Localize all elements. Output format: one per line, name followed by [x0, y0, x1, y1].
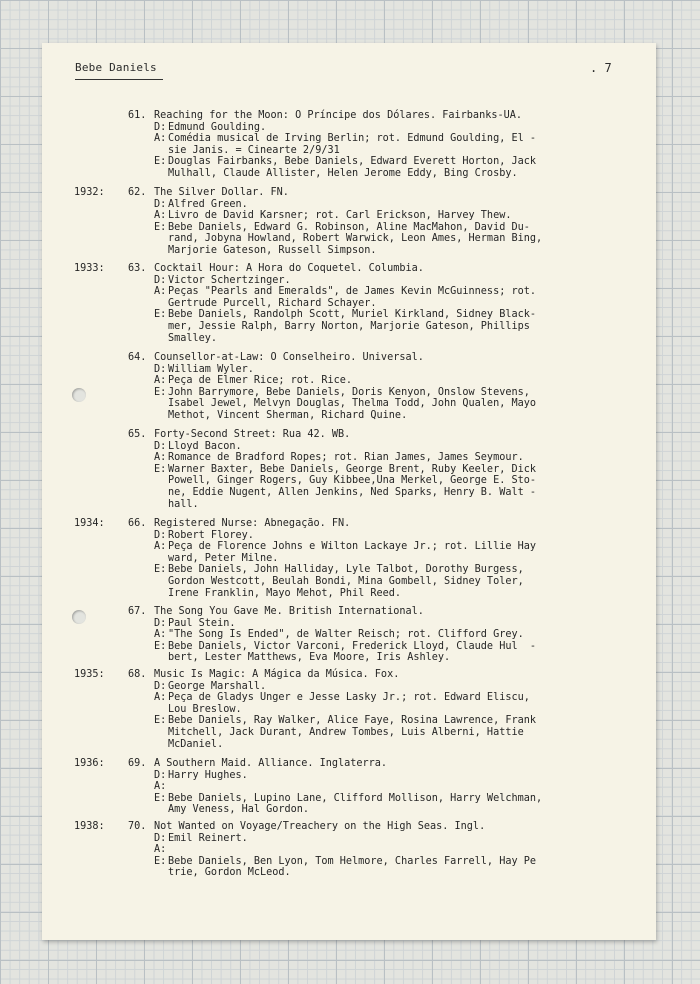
entry-line — [154, 233, 542, 245]
entry-line — [154, 629, 524, 641]
entry-line — [154, 553, 278, 565]
entry-year: 1933: — [74, 263, 105, 274]
line-text: Emil Reinert. — [168, 832, 248, 844]
entry-number: 68. — [128, 669, 147, 680]
line-text: John Barrymore, Bebe Daniels, Doris Kenyon, Onslow Stevens, — [168, 386, 530, 398]
line-label: E: — [154, 640, 167, 652]
entry-title: Reaching for the Moon: O Príncipe dos Dólares. Fairbanks-UA. — [154, 110, 523, 121]
line-label: A: — [154, 452, 167, 464]
entry-line — [154, 133, 536, 145]
line-text: Livro de David Karsner; rot. Carl Erickson, Harvey Thew. — [168, 210, 512, 222]
entry-line — [154, 410, 407, 422]
line-label: A: — [154, 286, 167, 298]
entry-line — [154, 168, 518, 180]
line-text: Alfred Green. — [168, 198, 248, 210]
entry-line — [154, 867, 291, 879]
entry-line — [154, 464, 536, 476]
entry-line — [154, 833, 248, 845]
line-text: Romance de Bradford Ropes; rot. Rian James, James Seymour. — [168, 452, 524, 464]
line-text: Lloyd Bacon. — [168, 440, 242, 452]
line-text: Comédia musical de Irving Berlin; rot. Edmund Goulding, El - — [168, 133, 537, 145]
line-label: E: — [154, 221, 167, 233]
line-label: D: — [154, 121, 167, 133]
line-label: A: — [154, 210, 167, 222]
entry-line — [154, 844, 168, 856]
line-text: Victor Schertzinger. — [168, 274, 291, 286]
line-label: D: — [154, 440, 167, 452]
entry-number: 69. — [128, 758, 147, 769]
entry-number: 61. — [128, 110, 147, 121]
entry-line — [154, 715, 536, 727]
line-text: Peças "Pearls and Emeralds", de James Kevin McGuinness; rot. — [168, 286, 537, 298]
entry-number: 64. — [128, 352, 147, 363]
entry-line — [154, 286, 536, 298]
line-text: Bebe Daniels, Randolph Scott, Muriel Kirkland, Sidney Black- — [168, 309, 537, 321]
line-text: Bebe Daniels, Edward G. Robinson, Aline MacMahon, David Du- — [168, 221, 530, 233]
entry-line — [154, 199, 248, 211]
line-text: Robert Florey. — [168, 529, 254, 541]
line-label: A: — [154, 133, 167, 145]
entry-year: 1934: — [74, 518, 105, 529]
line-text: "The Song Is Ended", de Walter Reisch; rot. Clifford Grey. — [168, 629, 524, 641]
line-label: A: — [154, 375, 167, 387]
line-text: ward, Peter Milne. — [168, 552, 279, 564]
entry-number: 63. — [128, 263, 147, 274]
entry-line — [154, 145, 340, 157]
line-text: Bebe Daniels, Lupino Lane, Clifford Mollison, Harry Welchman, — [168, 792, 543, 804]
header-name: Bebe Daniels — [75, 61, 157, 74]
line-text: William Wyler. — [168, 363, 254, 375]
entry-number: 65. — [128, 429, 147, 440]
line-text: McDaniel. — [168, 738, 224, 750]
entry-line — [154, 441, 242, 453]
header-underline — [75, 79, 163, 80]
line-label: E: — [154, 792, 167, 804]
line-text: Mulhall, Claude Allister, Helen Jerome Eddy, Bing Crosby. — [168, 168, 518, 179]
line-label: E: — [154, 309, 167, 321]
entry-line — [154, 541, 536, 553]
entry-line — [154, 375, 352, 387]
entry-line — [154, 398, 536, 410]
line-text: Lou Breslow. — [168, 703, 242, 715]
line-text: Douglas Fairbanks, Bebe Daniels, Edward Everett Horton, Jack — [168, 156, 537, 168]
entry-line — [154, 704, 242, 716]
line-label: E: — [154, 386, 167, 398]
line-text: sie Janis. = Cinearte 2/9/31 — [168, 144, 340, 156]
line-text: Isabel Jewel, Melvyn Douglas, Thelma Todd, John Qualen, Mayo — [168, 398, 537, 410]
line-label: A: — [154, 692, 167, 704]
entry-line — [154, 564, 524, 576]
entry-title: The Song You Gave Me. British International. — [154, 606, 424, 617]
entry-line — [154, 770, 248, 782]
entry-line — [154, 793, 542, 805]
line-text: Smalley. — [168, 332, 218, 344]
punch-hole — [72, 388, 86, 402]
line-label: A: — [154, 629, 167, 641]
entry-year: 1938: — [74, 821, 105, 832]
entry-line — [154, 321, 530, 333]
line-text: Amy Veness, Hal Gordon. — [168, 804, 310, 816]
entry-title: Counsellor-at-Law: O Conselheiro. Universal. — [154, 352, 424, 363]
line-text: Peça de Gladys Unger e Jesse Lasky Jr.; rot. Edward Eliscu, — [168, 692, 530, 704]
entry-line — [154, 781, 168, 793]
entry-title: The Silver Dollar. FN. — [154, 187, 289, 198]
entry-title: Not Wanted on Voyage/Treachery on the High Seas. Ingl. — [154, 821, 486, 832]
line-label: D: — [154, 769, 167, 781]
entry-line — [154, 275, 291, 287]
entry-line — [154, 475, 536, 487]
entry-line — [154, 387, 530, 399]
line-label: D: — [154, 617, 167, 629]
entry-year: 1932: — [74, 187, 105, 198]
entry-line — [154, 727, 524, 739]
line-text: Gertrude Purcell, Richard Schayer. — [168, 297, 377, 309]
line-label: D: — [154, 680, 167, 692]
entry-number: 62. — [128, 187, 147, 198]
line-text: Paul Stein. — [168, 617, 236, 629]
line-text: rand, Jobyna Howland, Robert Warwick, Leon Ames, Herman Bing, — [168, 233, 543, 245]
line-text: Bebe Daniels, Victor Varconi, Frederick Lloyd, Claude Hul - — [168, 640, 537, 652]
line-text: Peça de Elmer Rice; rot. Rice. — [168, 375, 353, 387]
entry-line — [154, 641, 536, 653]
entry-line — [154, 618, 235, 630]
entry-title: Music Is Magic: A Mágica da Música. Fox. — [154, 669, 400, 680]
line-text: Warner Baxter, Bebe Daniels, George Brent, Ruby Keeler, Dick — [168, 463, 537, 475]
line-text: Peça de Florence Johns e Wilton Lackaye Jr.; rot. Lillie Hay — [168, 541, 537, 553]
line-text: Edmund Goulding. — [168, 121, 267, 133]
entry-line — [154, 692, 530, 704]
page-number: . 7 — [590, 61, 612, 75]
entry-line — [154, 210, 511, 222]
line-text: hall. — [168, 498, 199, 510]
entry-number: 70. — [128, 821, 147, 832]
line-text: Irene Franklin, Mayo Mehot, Phil Reed. — [168, 587, 402, 599]
line-text: Marjorie Gateson, Russell Simpson. — [168, 245, 377, 256]
entry-line — [154, 156, 536, 168]
entry-line — [154, 804, 309, 816]
entry-year: 1935: — [74, 669, 105, 680]
line-label: D: — [154, 529, 167, 541]
entry-number: 66. — [128, 518, 147, 529]
line-label: A: — [154, 541, 167, 553]
line-label: E: — [154, 855, 167, 867]
line-label: E: — [154, 156, 167, 168]
entry-number: 67. — [128, 606, 147, 617]
line-text: Powell, Ginger Rogers, Guy Kibbee,Una Merkel, George E. Sto- — [168, 475, 537, 487]
line-label: D: — [154, 832, 167, 844]
line-text: trie, Gordon McLeod. — [168, 867, 291, 879]
entry-line — [154, 530, 254, 542]
entry-line — [154, 245, 377, 257]
entry-line — [154, 499, 199, 511]
line-text: Bebe Daniels, Ben Lyon, Tom Helmore, Charles Farrell, Hay Pe — [168, 855, 537, 867]
entry-line — [154, 298, 377, 310]
document-page — [42, 43, 656, 940]
line-label: E: — [154, 564, 167, 576]
entry-line — [154, 452, 524, 464]
entry-line — [154, 364, 254, 376]
line-text: ne, Eddie Nugent, Allen Jenkins, Ned Sparks, Henry B. Walt - — [168, 487, 537, 498]
line-label: D: — [154, 363, 167, 375]
entry-line — [154, 222, 530, 234]
line-text: Harry Hughes. — [168, 769, 248, 781]
entry-line — [154, 122, 266, 134]
entry-line — [154, 576, 524, 588]
entry-title: Forty-Second Street: Rua 42. WB. — [154, 429, 351, 440]
line-text: mer, Jessie Ralph, Barry Norton, Marjorie Gateson, Phillips — [168, 321, 530, 332]
line-text: bert, Lester Matthews, Eva Moore, Iris Ashley. — [168, 652, 451, 664]
line-text: George Marshall. — [168, 680, 267, 692]
entry-title: Cocktail Hour: A Hora do Coquetel. Columbia. — [154, 263, 424, 274]
entry-line — [154, 588, 401, 600]
entry-title: Registered Nurse: Abnegação. FN. — [154, 518, 351, 529]
line-label: A: — [154, 781, 167, 793]
line-label: E: — [154, 715, 167, 727]
entry-line — [154, 856, 536, 868]
entry-line — [154, 309, 536, 321]
entry-title: A Southern Maid. Alliance. Inglaterra. — [154, 758, 388, 769]
punch-hole — [72, 610, 86, 624]
line-text: Mitchell, Jack Durant, Andrew Tombes, Luis Alberni, Hattie — [168, 727, 524, 738]
line-label: E: — [154, 463, 167, 475]
line-text: Bebe Daniels, John Halliday, Lyle Talbot, Dorothy Burgess, — [168, 564, 524, 576]
entry-line — [154, 739, 223, 751]
entry-line — [154, 652, 450, 664]
line-text: Bebe Daniels, Ray Walker, Alice Faye, Rosina Lawrence, Frank — [168, 715, 537, 727]
line-label: D: — [154, 274, 167, 286]
line-label: D: — [154, 198, 167, 210]
line-text: Gordon Westcott, Beulah Bondi, Mina Gombell, Sidney Toler, — [168, 576, 524, 587]
line-label: A: — [154, 844, 167, 856]
line-text: Methot, Vincent Sherman, Richard Quine. — [168, 410, 408, 421]
entry-line — [154, 681, 266, 693]
entry-line — [154, 333, 217, 345]
entry-line — [154, 487, 536, 499]
entry-year: 1936: — [74, 758, 105, 769]
